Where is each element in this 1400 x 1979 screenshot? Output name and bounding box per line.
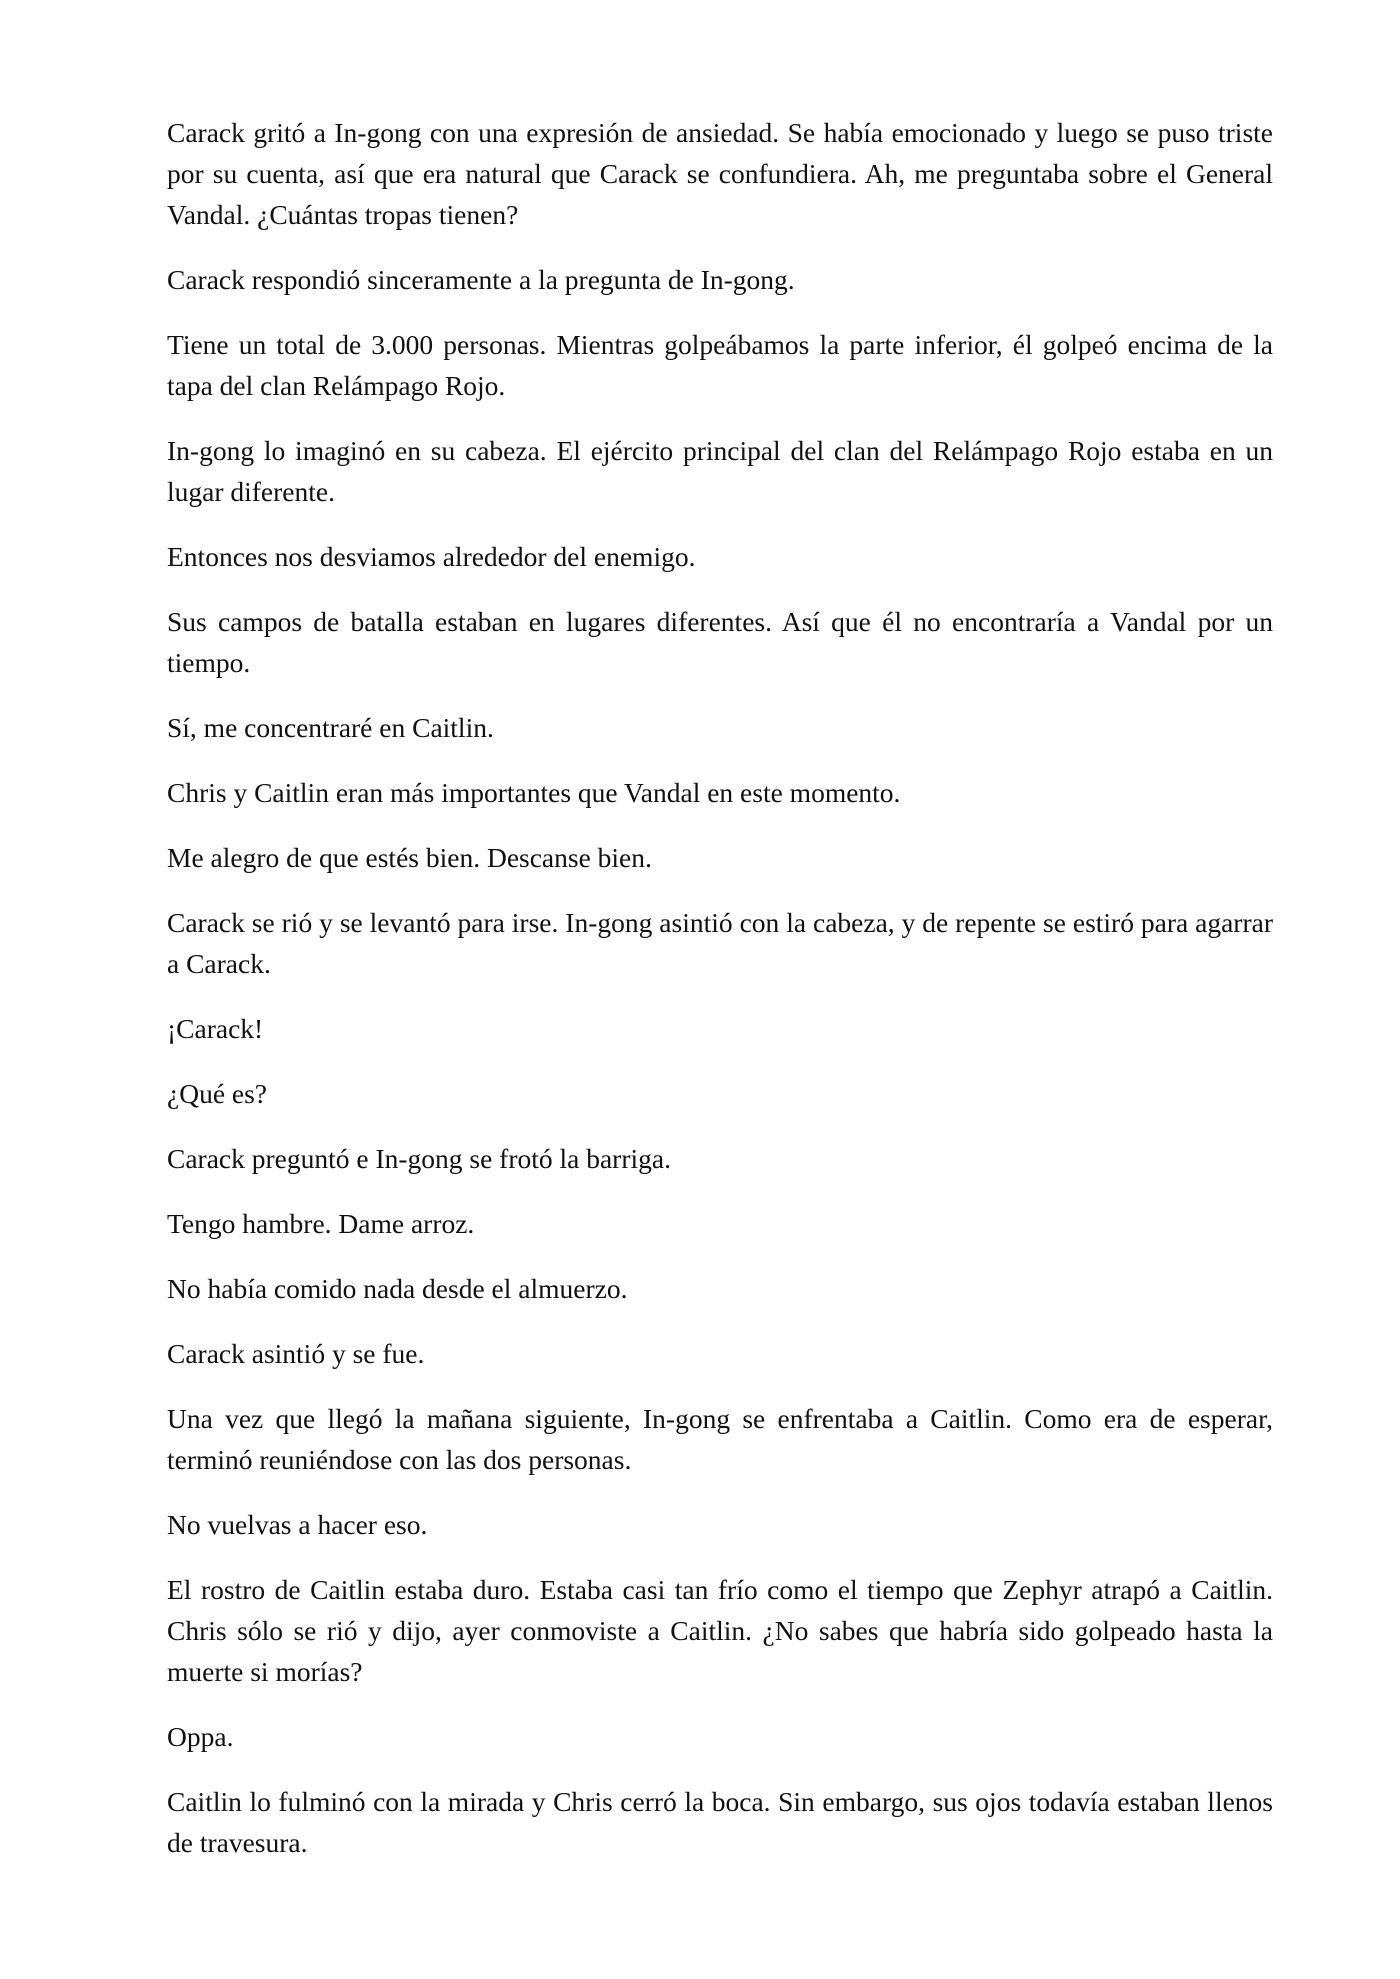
paragraph: Sus campos de batalla estaban en lugares diferentes. Así que él no encontraría a Vandal por un tiempo. [167, 606, 1273, 678]
paragraph: ¿Qué es? [167, 1078, 268, 1109]
paragraph: No vuelvas a hacer eso. [167, 1509, 428, 1540]
paragraph: Entonces nos desviamos alrededor del enemigo. [167, 541, 696, 572]
paragraph: Caitlin lo fulminó con la mirada y Chris cerró la boca. Sin embargo, sus ojos todavía estaban llenos de travesura. [167, 1786, 1273, 1858]
paragraph: Tengo hambre. Dame arroz. [167, 1208, 475, 1239]
paragraph: Me alegro de que estés bien. Descanse bien. [167, 842, 652, 873]
paragraph: Carack asintió y se fue. [167, 1338, 425, 1369]
paragraph: Una vez que llegó la mañana siguiente, In-gong se enfrentaba a Caitlin. Como era de esperar, terminó reuniéndose con las dos personas. [167, 1403, 1273, 1475]
paragraph: Carack se rió y se levantó para irse. In-gong asintió con la cabeza, y de repente se estiró para agarrar a Carack. [167, 907, 1273, 979]
text-body [167, 112, 1273, 1887]
paragraph: No había comido nada desde el almuerzo. [167, 1273, 628, 1304]
paragraph: El rostro de Caitlin estaba duro. Estaba casi tan frío como el tiempo que Zephyr atrapó a Caitlin. Chris sólo se rió y dijo, ayer conmoviste a Caitlin. ¿No sabes que habría sido golpeado hasta la muerte si morías? [167, 1574, 1273, 1687]
paragraph: Carack preguntó e In-gong se frotó la barriga. [167, 1143, 671, 1174]
paragraph: Sí, me concentraré en Caitlin. [167, 712, 494, 743]
paragraph: Carack gritó a In-gong con una expresión de ansiedad. Se había emocionado y luego se puso triste por su cuenta, así que era natural que Carack se confundiera. Ah, me preguntaba sobre el General Vandal. ¿Cuántas tropas tienen? [167, 117, 1273, 230]
paragraph: Oppa. [167, 1721, 234, 1752]
paragraph: Carack respondió sinceramente a la pregunta de In-gong. [167, 264, 795, 295]
paragraph: ¡Carack! [167, 1013, 264, 1044]
paragraph: Chris y Caitlin eran más importantes que Vandal en este momento. [167, 777, 901, 808]
paragraph: In-gong lo imaginó en su cabeza. El ejército principal del clan del Relámpago Rojo estaba en un lugar diferente. [167, 435, 1273, 507]
paragraph: Tiene un total de 3.000 personas. Mientras golpeábamos la parte inferior, él golpeó encima de la tapa del clan Relámpago Rojo. [167, 329, 1273, 401]
